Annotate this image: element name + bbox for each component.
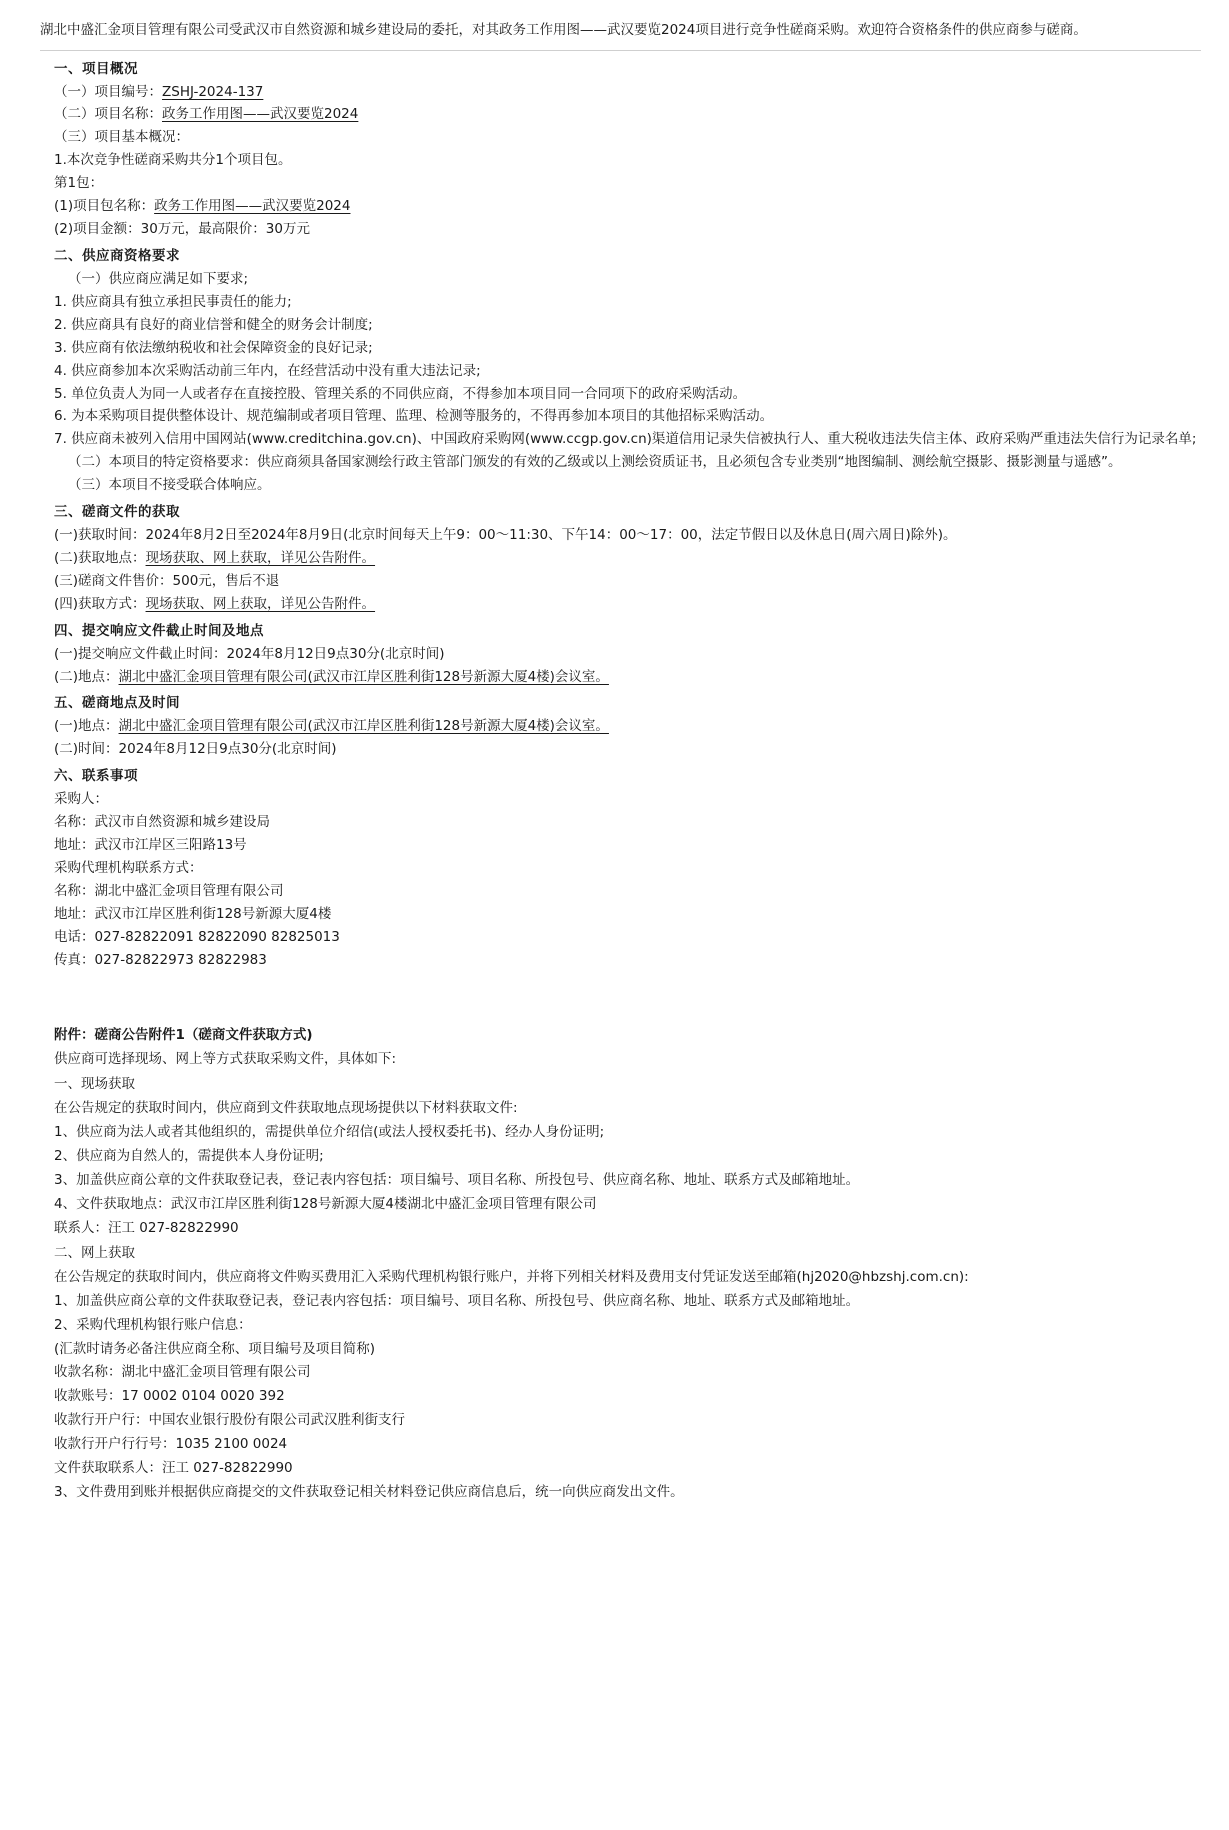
qualification-intro: （一）供应商应满足如下要求; [68,270,249,287]
document-issue-line: 3、文件费用到账并根据供应商提交的文件获取登记相关材料登记供应商信息后，统一向供应商发出文件。 [54,1484,684,1501]
negotiation-place-line: (一)地点：湖北中盛汇金项目管理有限公司(武汉市江岸区胜利街128号新源大厦4楼)会议室。 [54,718,609,735]
remittance-note-line: (汇款时请务必备注供应商全称、项目编号及项目简称) [54,1340,376,1357]
online-line: 在公告规定的获取时间内，供应商将文件购买费用汇入采购代理机构银行账户，并将下列相关材料及费用支付凭证发送至邮箱(hj2020@hbzshj.com.cn): [54,1268,969,1285]
attachment-intro: 供应商可选择现场、网上等方式获取采购文件，具体如下: [54,1051,397,1068]
agency-fax: 传真：027-82822973 82822983 [54,951,267,968]
section-heading: 五、磋商地点及时间 [54,695,180,712]
onsite-line: 3、加盖供应商公章的文件获取登记表，登记表内容包括：项目编号、项目名称、所投包号、供应商名称、地址、联系方式及邮箱地址。 [54,1172,860,1189]
project-basic-line: （三）项目基本概况： [54,129,189,146]
agency-name: 名称：湖北中盛汇金项目管理有限公司 [54,882,284,899]
response-deadline-line: (一)提交响应文件截止时间：2024年8月12日9点30分(北京时间) [54,645,445,662]
package-1-name-line: (1)项目包名称：政务工作用图——武汉要览2024 [54,198,351,215]
agency-address: 地址：武汉市江岸区胜利街128号新源大厦4楼 [54,905,332,922]
qualification-item: 1. 供应商具有独立承担民事责任的能力; [54,293,292,310]
section-heading: 二、供应商资格要求 [54,247,180,264]
project-number-line: （一）项目编号：ZSHJ-2024-137 [54,83,264,100]
payee-bank-line: 收款行开户行：中国农业银行股份有限公司武汉胜利街支行 [54,1412,405,1429]
section-project-overview [40,59,1201,240]
qualification-item: 6. 为本采购项目提供整体设计、规范编制或者项目管理、监理、检测等服务的，不得再参加本项目的其他招标采购活动。 [54,408,774,425]
response-location-line: (二)地点：湖北中盛汇金项目管理有限公司(武汉市江岸区胜利街128号新源大厦4楼)会议室。 [54,668,609,685]
section-supplier-qualifications [40,246,1201,496]
online-line: 1、加盖供应商公章的文件获取登记表，登记表内容包括：项目编号、项目名称、所投包号、供应商名称、地址、联系方式及邮箱地址。 [54,1292,860,1309]
qualification-item: 4. 供应商参加本次采购活动前三年内，在经营活动中没有重大违法记录; [54,362,481,379]
attachment-part-heading: 一、现场获取 [54,1076,135,1093]
payee-name-line: 收款名称：湖北中盛汇金项目管理有限公司 [54,1364,311,1381]
payee-bank-code-line: 收款行开户行行号：1035 2100 0024 [54,1436,288,1453]
section-negotiation-place-time [40,693,1201,760]
attachment-title: 附件：磋商公告附件1（磋商文件获取方式) [54,1026,313,1043]
agency-contact-label: 采购代理机构联系方式： [54,859,203,876]
negotiation-time-line: (二)时间：2024年8月12日9点30分(北京时间) [54,741,337,758]
purchaser-label: 采购人： [54,791,108,808]
package-1-amount-line: (2)项目金额：30万元，最高限价：30万元 [54,221,310,238]
header-divider [40,50,1201,51]
attachment-part-heading: 二、网上获取 [54,1244,135,1261]
section-heading: 四、提交响应文件截止时间及地点 [54,622,264,639]
onsite-line: 2、供应商为自然人的，需提供本人身份证明; [54,1148,324,1165]
consortium-clause: （三）本项目不接受联合体响应。 [68,477,271,494]
section-gap [40,973,1201,1015]
qualification-item: 7. 供应商未被列入信用中国网站(www.creditchina.gov.cn)、中国政府采购网(www.ccgp.gov.cn)渠道信用记录失信被执行人、重大税收违法失信主体、政府采购严重违法失信行为记录名单; [54,431,1197,448]
notice-intro-paragraph: 湖北中盛汇金项目管理有限公司受武汉市自然资源和城乡建设局的委托，对其政务工作用图——武汉要览2024项目进行竞争性磋商采购。欢迎符合资格条件的供应商参与磋商。 [40,22,1087,38]
onsite-location-line: 4、文件获取地点：武汉市江岸区胜利街128号新源大厦4楼湖北中盛汇金项目管理有限公司 [54,1196,597,1212]
payee-account-line: 收款账号：17 0002 0104 0020 392 [54,1388,285,1405]
section-heading: 一、项目概况 [54,60,138,77]
document-contact-line: 文件获取联系人：汪工 027-82822990 [54,1460,293,1477]
agency-phone: 电话：027-82822091 82822090 82825013 [54,928,340,945]
section-heading: 六、联系事项 [54,768,138,785]
qualification-item: 2. 供应商具有良好的商业信誉和健全的财务会计制度; [54,316,373,333]
document-price-line: (三)磋商文件售价：500元，售后不退 [54,572,280,589]
section-document-acquisition [40,502,1201,615]
onsite-contact-line: 联系人：汪工 027-82822990 [54,1219,239,1236]
qualification-item: 3. 供应商有依法缴纳税收和社会保障资金的良好记录; [54,339,373,356]
onsite-line: 1、供应商为法人或者其他组织的，需提供单位介绍信(或法人授权委托书)、经办人身份证明; [54,1124,605,1141]
specific-qualification: （二）本项目的特定资格要求：供应商须具备国家测绘行政主管部门颁发的有效的乙级或以上测绘资质证书，且必须包含专业类别“地图编制、测绘航空摄影、摄影测量与遥感”。 [68,454,1122,471]
package-count-line: 1.本次竞争性磋商采购共分1个项目包。 [54,152,292,169]
online-line: 2、采购代理机构银行账户信息： [54,1316,252,1333]
qualification-item: 5. 单位负责人为同一人或者存在直接控股、管理关系的不同供应商，不得参加本项目同一合同项下的政府采购活动。 [54,385,747,402]
section-contact [40,766,1201,970]
attachment-block [40,1025,1201,1503]
purchaser-name: 名称：武汉市自然资源和城乡建设局 [54,814,270,831]
onsite-line: 在公告规定的获取时间内，供应商到文件获取地点现场提供以下材料获取文件: [54,1100,518,1117]
section-response-deadline [40,621,1201,688]
purchaser-address: 地址：武汉市江岸区三阳路13号 [54,837,247,854]
package-1-label: 第1包： [54,175,104,192]
project-name-line: （二）项目名称：政务工作用图——武汉要览2024 [54,106,359,123]
section-heading: 三、磋商文件的获取 [54,504,180,521]
acquisition-time-line: (一)获取时间：2024年8月2日至2024年8月9日(北京时间每天上午9：00～11:30、下午14：00～17：00，法定节假日以及休息日(周六周日)除外)。 [54,527,957,544]
acquisition-place-line: (二)获取地点：现场获取、网上获取，详见公告附件。 [54,549,376,566]
acquisition-method-line: (四)获取方式：现场获取、网上获取，详见公告附件。 [54,595,376,612]
